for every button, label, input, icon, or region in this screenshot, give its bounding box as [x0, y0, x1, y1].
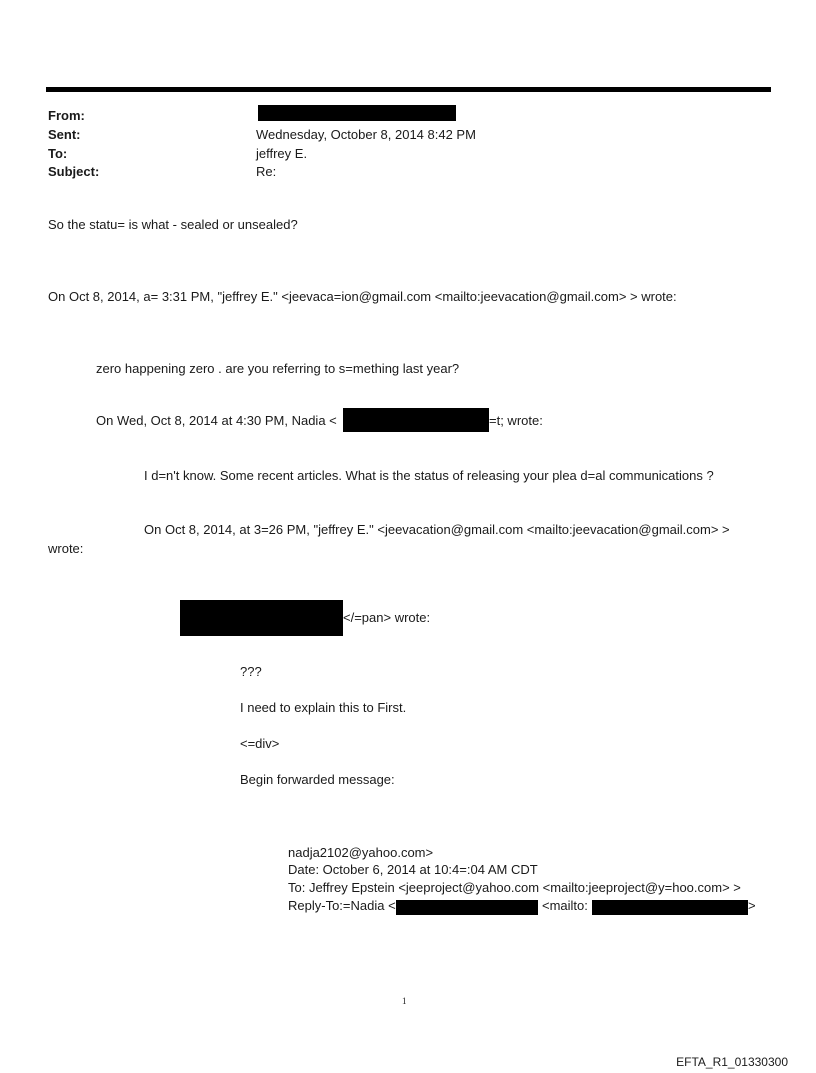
body-line-6-wrap: wrote: — [48, 541, 84, 556]
body-line-2: On Oct 8, 2014, a= 3:31 PM, "jeffrey E." <jeevaca=ion@gmail.com <mailto:jeevacation@gmail.com> > wrote: — [48, 289, 677, 304]
bates-number: EFTA_R1_01330300 — [676, 1055, 788, 1069]
body-line-8: ??? — [240, 664, 262, 679]
body-line-4b: =t; wrote: — [489, 413, 543, 428]
to-value: jeffrey E. — [256, 146, 308, 161]
sent-value: Wednesday, October 8, 2014 8:42 PM — [256, 127, 476, 142]
fwd-line-1: nadja2102@yahoo.com> — [288, 845, 434, 860]
sent-label: Sent: — [48, 127, 81, 142]
body-line-3: zero happening zero . are you referring to s=mething last year? — [96, 361, 460, 376]
fwd-line-4c: > — [748, 898, 756, 913]
to-label: To: — [48, 146, 68, 161]
body-line-9: I need to explain this to First. — [240, 700, 407, 715]
body-line-5: I d=n't know. Some recent articles. What is the status of releasing your plea d=al communications ? — [144, 468, 714, 483]
subject-value: Re: — [256, 164, 277, 179]
from-label: From: — [48, 108, 85, 123]
body-line-4a: On Wed, Oct 8, 2014 at 4:30 PM, Nadia < — [96, 413, 337, 428]
redaction-sender — [180, 600, 343, 636]
redaction-reply-to-mailto — [592, 900, 748, 915]
fwd-line-2: Date: October 6, 2014 at 10:4=:04 AM CDT — [288, 862, 538, 877]
redaction-nadia-email — [343, 408, 489, 432]
fwd-line-4b: <mailto: — [542, 898, 588, 913]
body-line-7: </=pan> wrote: — [343, 610, 431, 625]
redaction-from — [258, 105, 456, 121]
body-line-1: So the statu= is what - sealed or unsealed? — [48, 217, 298, 232]
fwd-line-3: To: Jeffrey Epstein <jeeproject@yahoo.com <mailto:jeeproject@y=hoo.com> > — [288, 880, 741, 895]
body-line-6: On Oct 8, 2014, at 3=26 PM, "jeffrey E." <jeevacation@gmail.com <mailto:jeevacation@gmail.com> > — [144, 522, 730, 537]
body-line-11: Begin forwarded message: — [240, 772, 395, 787]
redaction-reply-to-name — [396, 900, 538, 915]
page-number: 1 — [402, 996, 407, 1006]
fwd-line-4a: Reply-To:=Nadia < — [288, 898, 396, 913]
subject-label: Subject: — [48, 164, 100, 179]
header-rule — [46, 87, 771, 92]
body-line-10: <=div> — [240, 736, 280, 751]
